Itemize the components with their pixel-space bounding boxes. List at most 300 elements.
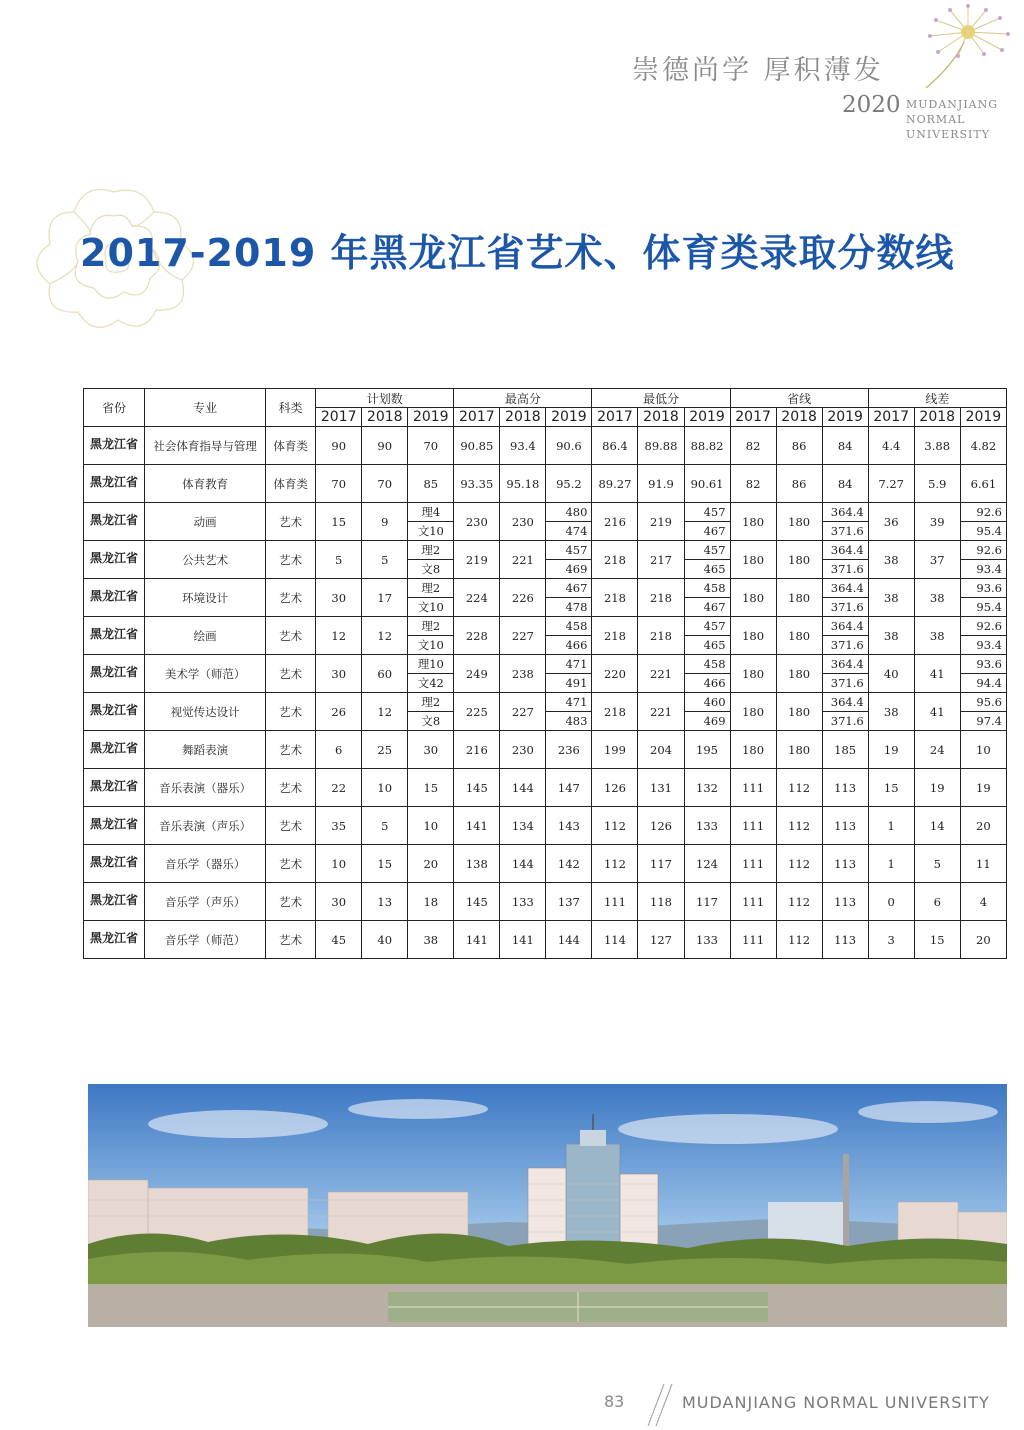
min-score-cell: 88.82 [684, 427, 730, 465]
score-diff-cell: 4 [960, 883, 1006, 921]
max-score-cell: 469 [546, 560, 592, 579]
min-score-cell: 91.9 [638, 465, 684, 503]
province-cell: 黑龙江省 [84, 731, 145, 769]
min-score-cell: 469 [684, 712, 730, 731]
max-score-cell: 457 [546, 541, 592, 560]
table-row [84, 465, 1007, 503]
max-score-cell: 216 [454, 731, 500, 769]
header-province-line: 省线 [730, 389, 868, 408]
header-year: 2018 [362, 408, 408, 427]
table-row [84, 503, 1007, 522]
province-line-cell: 113 [822, 807, 868, 845]
plan-cell: 文42 [408, 674, 454, 693]
plan-cell: 文8 [408, 560, 454, 579]
plan-cell: 25 [362, 731, 408, 769]
score-diff-cell: 92.6 [960, 503, 1006, 522]
province-line-cell: 180 [730, 541, 776, 579]
score-diff-cell: 19 [914, 769, 960, 807]
plan-cell: 理4 [408, 503, 454, 522]
province-cell: 黑龙江省 [84, 579, 145, 617]
min-score-cell: 124 [684, 845, 730, 883]
plan-cell: 文10 [408, 522, 454, 541]
table-row [84, 845, 1007, 883]
score-diff-cell: 36 [868, 503, 914, 541]
header-plan: 计划数 [316, 389, 454, 408]
plan-cell: 17 [362, 579, 408, 617]
score-diff-cell: 0 [868, 883, 914, 921]
header-year: 2019 [822, 408, 868, 427]
min-score-cell: 218 [592, 541, 638, 579]
max-score-cell: 95.2 [546, 465, 592, 503]
header-year: 2018 [500, 408, 546, 427]
major-cell: 公共艺术 [145, 541, 266, 579]
header-year: 2018 [776, 408, 822, 427]
province-line-cell: 113 [822, 883, 868, 921]
min-score-cell: 467 [684, 598, 730, 617]
max-score-cell: 471 [546, 655, 592, 674]
plan-cell: 6 [316, 731, 362, 769]
score-diff-cell: 38 [914, 617, 960, 655]
province-line-cell: 113 [822, 845, 868, 883]
score-diff-cell: 5 [914, 845, 960, 883]
plan-cell: 13 [362, 883, 408, 921]
province-line-cell: 111 [730, 883, 776, 921]
header-year: 2017 [454, 408, 500, 427]
header-min-score: 最低分 [592, 389, 730, 408]
plan-cell: 20 [408, 845, 454, 883]
plan-cell: 85 [408, 465, 454, 503]
score-diff-cell: 14 [914, 807, 960, 845]
province-line-cell: 111 [730, 921, 776, 959]
major-cell: 美术学（师范） [145, 655, 266, 693]
plan-cell: 5 [316, 541, 362, 579]
score-diff-cell: 38 [868, 579, 914, 617]
max-score-cell: 230 [500, 731, 546, 769]
plan-cell: 18 [408, 883, 454, 921]
province-line-cell: 364.4 [822, 503, 868, 522]
category-cell: 艺术 [266, 693, 316, 731]
province-cell: 黑龙江省 [84, 693, 145, 731]
plan-cell: 文8 [408, 712, 454, 731]
plan-cell: 5 [362, 541, 408, 579]
score-diff-cell: 97.4 [960, 712, 1006, 731]
table-row [84, 807, 1007, 845]
max-score-cell: 471 [546, 693, 592, 712]
max-score-cell: 142 [546, 845, 592, 883]
province-line-cell: 180 [776, 693, 822, 731]
score-diff-cell: 11 [960, 845, 1006, 883]
plan-cell: 理2 [408, 579, 454, 598]
score-diff-cell: 39 [914, 503, 960, 541]
min-score-cell: 216 [592, 503, 638, 541]
header-score-diff: 线差 [868, 389, 1006, 408]
plan-cell: 文10 [408, 598, 454, 617]
province-line-cell: 364.4 [822, 579, 868, 598]
major-cell: 音乐表演（器乐） [145, 769, 266, 807]
plan-cell: 45 [316, 921, 362, 959]
major-cell: 体育教育 [145, 465, 266, 503]
score-diff-cell: 41 [914, 655, 960, 693]
province-line-cell: 180 [776, 655, 822, 693]
province-cell: 黑龙江省 [84, 503, 145, 541]
max-score-cell: 90.6 [546, 427, 592, 465]
university-name-line: UNIVERSITY [906, 128, 990, 141]
province-line-cell: 111 [730, 845, 776, 883]
min-score-cell: 457 [684, 503, 730, 522]
major-cell: 动画 [145, 503, 266, 541]
table-row [84, 427, 1007, 465]
major-cell: 音乐学（器乐） [145, 845, 266, 883]
province-cell: 黑龙江省 [84, 617, 145, 655]
province-cell: 黑龙江省 [84, 655, 145, 693]
province-line-cell: 180 [730, 655, 776, 693]
max-score-cell: 144 [546, 921, 592, 959]
min-score-cell: 89.27 [592, 465, 638, 503]
score-diff-cell: 95.6 [960, 693, 1006, 712]
max-score-cell: 219 [454, 541, 500, 579]
max-score-cell: 227 [500, 617, 546, 655]
score-diff-cell: 15 [868, 769, 914, 807]
plan-cell: 38 [408, 921, 454, 959]
score-diff-cell: 4.82 [960, 427, 1006, 465]
max-score-cell: 93.4 [500, 427, 546, 465]
max-score-cell: 480 [546, 503, 592, 522]
province-line-cell: 185 [822, 731, 868, 769]
min-score-cell: 466 [684, 674, 730, 693]
province-line-cell: 113 [822, 769, 868, 807]
province-line-cell: 112 [776, 883, 822, 921]
min-score-cell: 118 [638, 883, 684, 921]
min-score-cell: 465 [684, 560, 730, 579]
table-row [84, 921, 1007, 959]
max-score-cell: 491 [546, 674, 592, 693]
plan-cell: 90 [316, 427, 362, 465]
score-diff-cell: 40 [868, 655, 914, 693]
score-diff-cell: 38 [868, 693, 914, 731]
score-diff-cell: 93.6 [960, 579, 1006, 598]
score-diff-cell: 19 [868, 731, 914, 769]
max-score-cell: 230 [454, 503, 500, 541]
plan-cell: 60 [362, 655, 408, 693]
plan-cell: 35 [316, 807, 362, 845]
max-score-cell: 144 [500, 769, 546, 807]
university-name-logo [906, 97, 998, 142]
score-diff-cell: 6 [914, 883, 960, 921]
major-cell: 音乐学（声乐） [145, 883, 266, 921]
max-score-cell: 228 [454, 617, 500, 655]
major-cell: 视觉传达设计 [145, 693, 266, 731]
max-score-cell: 483 [546, 712, 592, 731]
min-score-cell: 131 [638, 769, 684, 807]
score-diff-cell: 38 [868, 617, 914, 655]
min-score-cell: 90.61 [684, 465, 730, 503]
score-diff-cell: 95.4 [960, 522, 1006, 541]
plan-cell: 15 [408, 769, 454, 807]
province-cell: 黑龙江省 [84, 883, 145, 921]
score-diff-cell: 38 [914, 579, 960, 617]
double-slash-divider-icon [634, 1382, 678, 1426]
min-score-cell: 133 [684, 807, 730, 845]
chrysanthemum-logo-icon [918, 2, 1018, 92]
table-row [84, 655, 1007, 674]
plan-cell: 70 [316, 465, 362, 503]
table-row [84, 693, 1007, 712]
province-line-cell: 180 [776, 541, 822, 579]
min-score-cell: 458 [684, 655, 730, 674]
province-line-cell: 180 [730, 579, 776, 617]
province-line-cell: 112 [776, 845, 822, 883]
province-cell: 黑龙江省 [84, 427, 145, 465]
province-line-cell: 180 [776, 579, 822, 617]
min-score-cell: 86.4 [592, 427, 638, 465]
province-line-cell: 371.6 [822, 560, 868, 579]
plan-cell: 9 [362, 503, 408, 541]
plan-cell: 12 [362, 693, 408, 731]
province-line-cell: 86 [776, 427, 822, 465]
footer-university-name: MUDANJIANG NORMAL UNIVERSITY [682, 1393, 990, 1412]
max-score-cell: 249 [454, 655, 500, 693]
plan-cell: 70 [362, 465, 408, 503]
max-score-cell: 145 [454, 769, 500, 807]
province-line-cell: 180 [776, 503, 822, 541]
plan-cell: 理2 [408, 693, 454, 712]
min-score-cell: 204 [638, 731, 684, 769]
major-cell: 音乐表演（声乐） [145, 807, 266, 845]
province-cell: 黑龙江省 [84, 465, 145, 503]
header-year: 2018 [914, 408, 960, 427]
max-score-cell: 141 [500, 921, 546, 959]
min-score-cell: 127 [638, 921, 684, 959]
province-line-cell: 82 [730, 427, 776, 465]
score-diff-cell: 41 [914, 693, 960, 731]
min-score-cell: 199 [592, 731, 638, 769]
header-year: 2019 [960, 408, 1006, 427]
header-year: 2017 [316, 408, 362, 427]
min-score-cell: 457 [684, 617, 730, 636]
min-score-cell: 217 [638, 541, 684, 579]
province-line-cell: 180 [776, 731, 822, 769]
min-score-cell: 221 [638, 693, 684, 731]
min-score-cell: 112 [592, 845, 638, 883]
header-major: 专业 [145, 389, 266, 427]
table-row [84, 769, 1007, 807]
max-score-cell: 137 [546, 883, 592, 921]
min-score-cell: 133 [684, 921, 730, 959]
score-diff-cell: 20 [960, 807, 1006, 845]
campus-panorama-photo [88, 1084, 1007, 1327]
province-line-cell: 111 [730, 769, 776, 807]
province-line-cell: 112 [776, 921, 822, 959]
province-line-cell: 84 [822, 465, 868, 503]
province-cell: 黑龙江省 [84, 541, 145, 579]
province-cell: 黑龙江省 [84, 807, 145, 845]
plan-cell: 15 [316, 503, 362, 541]
table-row [84, 617, 1007, 636]
province-line-cell: 180 [730, 503, 776, 541]
plan-cell: 5 [362, 807, 408, 845]
province-line-cell: 364.4 [822, 617, 868, 636]
max-score-cell: 466 [546, 636, 592, 655]
plan-cell: 10 [408, 807, 454, 845]
plan-cell: 10 [316, 845, 362, 883]
max-score-cell: 95.18 [500, 465, 546, 503]
plan-cell: 文10 [408, 636, 454, 655]
min-score-cell: 117 [638, 845, 684, 883]
plan-cell: 10 [362, 769, 408, 807]
max-score-cell: 93.35 [454, 465, 500, 503]
plan-cell: 40 [362, 921, 408, 959]
min-score-cell: 117 [684, 883, 730, 921]
province-line-cell: 84 [822, 427, 868, 465]
max-score-cell: 224 [454, 579, 500, 617]
max-score-cell: 236 [546, 731, 592, 769]
province-line-cell: 371.6 [822, 712, 868, 731]
province-line-cell: 180 [730, 693, 776, 731]
min-score-cell: 460 [684, 693, 730, 712]
header-max-score: 最高分 [454, 389, 592, 408]
header-year: 2017 [592, 408, 638, 427]
header-year: 2017 [868, 408, 914, 427]
category-cell: 艺术 [266, 921, 316, 959]
header-year: 2017 [730, 408, 776, 427]
score-diff-cell: 24 [914, 731, 960, 769]
min-score-cell: 218 [592, 693, 638, 731]
score-diff-cell: 10 [960, 731, 1006, 769]
min-score-cell: 467 [684, 522, 730, 541]
province-line-cell: 371.6 [822, 522, 868, 541]
category-cell: 体育类 [266, 465, 316, 503]
province-line-cell: 111 [730, 807, 776, 845]
max-score-cell: 144 [500, 845, 546, 883]
max-score-cell: 230 [500, 503, 546, 541]
plan-cell: 30 [316, 883, 362, 921]
score-diff-cell: 19 [960, 769, 1006, 807]
min-score-cell: 89.88 [638, 427, 684, 465]
page-title: 2017-2019 年黑龙江省艺术、体育类录取分数线 [80, 231, 955, 275]
max-score-cell: 227 [500, 693, 546, 731]
score-diff-cell: 4.4 [868, 427, 914, 465]
major-cell: 绘画 [145, 617, 266, 655]
category-cell: 艺术 [266, 617, 316, 655]
header-year: 2018 [638, 408, 684, 427]
score-diff-cell: 15 [914, 921, 960, 959]
category-cell: 艺术 [266, 503, 316, 541]
min-score-cell: 132 [684, 769, 730, 807]
score-diff-cell: 3.88 [914, 427, 960, 465]
min-score-cell: 218 [592, 579, 638, 617]
category-cell: 艺术 [266, 845, 316, 883]
score-diff-cell: 1 [868, 807, 914, 845]
plan-cell: 90 [362, 427, 408, 465]
min-score-cell: 111 [592, 883, 638, 921]
category-cell: 艺术 [266, 807, 316, 845]
min-score-cell: 221 [638, 655, 684, 693]
province-line-cell: 180 [776, 617, 822, 655]
max-score-cell: 226 [500, 579, 546, 617]
max-score-cell: 138 [454, 845, 500, 883]
category-cell: 艺术 [266, 769, 316, 807]
score-diff-cell: 93.6 [960, 655, 1006, 674]
score-diff-cell: 6.61 [960, 465, 1006, 503]
major-cell: 舞蹈表演 [145, 731, 266, 769]
province-cell: 黑龙江省 [84, 921, 145, 959]
score-diff-cell: 92.6 [960, 617, 1006, 636]
score-diff-cell: 37 [914, 541, 960, 579]
plan-cell: 30 [408, 731, 454, 769]
province-line-cell: 364.4 [822, 541, 868, 560]
province-cell: 黑龙江省 [84, 845, 145, 883]
province-line-cell: 86 [776, 465, 822, 503]
score-diff-cell: 7.27 [868, 465, 914, 503]
plan-cell: 理2 [408, 541, 454, 560]
header-year: 2019 [408, 408, 454, 427]
category-cell: 艺术 [266, 883, 316, 921]
major-cell: 社会体育指导与管理 [145, 427, 266, 465]
province-line-cell: 180 [730, 617, 776, 655]
min-score-cell: 218 [638, 579, 684, 617]
university-motto: 崇德尚学 厚积薄发 [632, 55, 884, 86]
table-row [84, 541, 1007, 560]
page-number: 83 [604, 1392, 625, 1411]
header-province: 省份 [84, 389, 145, 427]
university-name-line: NORMAL [906, 113, 966, 126]
max-score-cell: 458 [546, 617, 592, 636]
category-cell: 艺术 [266, 579, 316, 617]
plan-cell: 12 [316, 617, 362, 655]
plan-cell: 15 [362, 845, 408, 883]
min-score-cell: 218 [638, 617, 684, 655]
min-score-cell: 126 [592, 769, 638, 807]
plan-cell: 理2 [408, 617, 454, 636]
header-year: 2019 [546, 408, 592, 427]
category-cell: 艺术 [266, 655, 316, 693]
province-line-cell: 180 [730, 731, 776, 769]
max-score-cell: 90.85 [454, 427, 500, 465]
province-line-cell: 82 [730, 465, 776, 503]
province-line-cell: 371.6 [822, 598, 868, 617]
province-line-cell: 112 [776, 807, 822, 845]
province-line-cell: 371.6 [822, 674, 868, 693]
max-score-cell: 133 [500, 883, 546, 921]
score-diff-cell: 93.4 [960, 636, 1006, 655]
plan-cell: 理10 [408, 655, 454, 674]
min-score-cell: 219 [638, 503, 684, 541]
table-row [84, 883, 1007, 921]
score-diff-cell: 1 [868, 845, 914, 883]
plan-cell: 12 [362, 617, 408, 655]
max-score-cell: 141 [454, 807, 500, 845]
score-diff-cell: 3 [868, 921, 914, 959]
max-score-cell: 141 [454, 921, 500, 959]
max-score-cell: 143 [546, 807, 592, 845]
plan-cell: 22 [316, 769, 362, 807]
score-diff-cell: 94.4 [960, 674, 1006, 693]
university-name-line: MUDANJIANG [906, 98, 999, 111]
province-line-cell: 112 [776, 769, 822, 807]
score-diff-cell: 95.4 [960, 598, 1006, 617]
min-score-cell: 112 [592, 807, 638, 845]
max-score-cell: 467 [546, 579, 592, 598]
category-cell: 体育类 [266, 427, 316, 465]
score-diff-cell: 93.4 [960, 560, 1006, 579]
province-cell: 黑龙江省 [84, 769, 145, 807]
score-diff-cell: 38 [868, 541, 914, 579]
admission-score-table [83, 388, 1007, 959]
min-score-cell: 114 [592, 921, 638, 959]
min-score-cell: 218 [592, 617, 638, 655]
plan-cell: 30 [316, 579, 362, 617]
min-score-cell: 457 [684, 541, 730, 560]
